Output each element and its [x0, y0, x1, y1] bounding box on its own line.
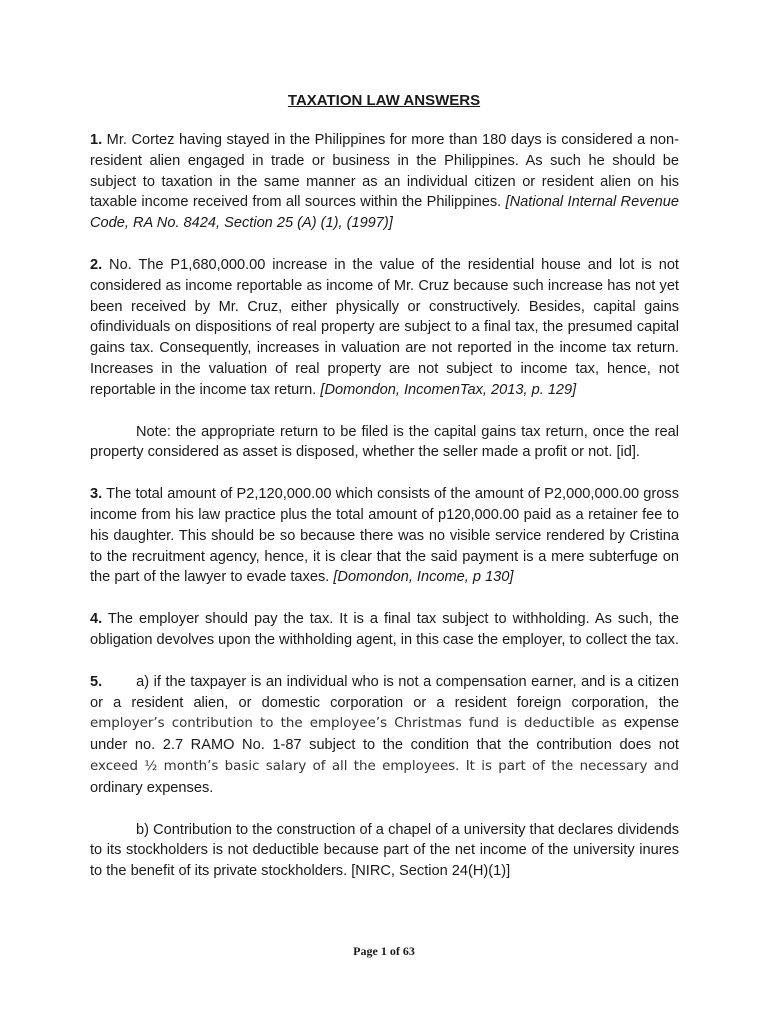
answer-text: Mr. Cortez having stayed in the Philippines for more than 180 days is considered a non-resident alien engaged in trade or business in the Philippines. As such he should be subject to taxation in the same manner as an individual citizen or resident alien on his taxable income received from all sources within the Philippines. [90, 132, 679, 211]
answer-text-alt: exceed ½ month’s basic salary of all the employees. It is part of the necessary and [90, 758, 679, 774]
answer-text: expense under no. 2.7 RAMO No. 1-87 subject to the condition that the contribution does not [90, 715, 679, 754]
answer-text: The total amount of P2,120,000.00 which consists of the amount of P2,000,000.00 gross income from his law practice plus the total amount of p120,000.00 paid as a retainer fee to his daughter. This should be so because there was no visible service rendered by Cristina to the recruitment agency, hence, it is clear that the said payment is a mere subterfuge on the part of the lawyer to evade taxes. [90, 486, 679, 586]
answer-number: 2. [90, 256, 103, 273]
answer-text-alt: employer’s contribution to the employee’s Christmas fund is deductible as [90, 716, 617, 732]
page-title: TAXATION LAW ANSWERS [287, 92, 481, 109]
page-footer [0, 944, 768, 959]
answer-4 [90, 609, 679, 651]
citation: [Domondon, Income, p 130] [333, 569, 514, 586]
answer-number: 3. [90, 486, 103, 503]
page-total: 63 [402, 944, 415, 958]
page-label: Page [353, 944, 381, 958]
answer-1 [90, 130, 679, 234]
page-number: 1 [380, 944, 387, 958]
answer-3 [90, 484, 679, 588]
answer-text: The employer should pay the tax. It is a final tax subject to withholding. As such, the obligation devolves upon the withholding agent, in this case the employer, to collect the tax. [90, 611, 679, 648]
answer-number: 5. [90, 673, 103, 690]
answer-number: 1. [90, 132, 103, 148]
document-body [90, 130, 679, 903]
answer-number: 4. [90, 611, 103, 628]
answer-5b: b) Contribution to the construction of a chapel of a university that declares dividends to its stockholders is not deductible because part of the net income of the university inures to the benefit of its private stockholders. [NIRC, Section 24(H)(1)] [90, 821, 679, 880]
page-of: of [386, 944, 403, 958]
answer-2 [90, 255, 679, 401]
answer-text: No. The P1,680,000.00 increase in the value of the residential house and lot is not considered as income reportable as income of Mr. Cruz because such increase has not yet been received by Mr. Cruz, either physically or constructively. Besides, capital gains ofindividuals on dispositions of real property are subject to a final tax, the presumed capital gains tax. Consequently, increases in valuation are not reported in the income tax return. Increases in the valuation of real property are not subject to income tax, hence, not reportable in the income tax return. [90, 256, 679, 398]
citation: [Domondon, IncomenTax, 2013, p. 129] [320, 381, 577, 398]
answer-text: a) if the taxpayer is an individual who is not a compensation earner, and is a citizen or a resident alien, or domestic corporation or a resident foreign corporation, the [90, 673, 679, 711]
answer-5a [90, 672, 679, 799]
answer-2-note: Note: the appropriate return to be filed is the capital gains tax return, once the real property considered as asset is disposed, whether the seller made a profit or not. [id]. [90, 423, 679, 461]
answer-text: ordinary expenses. [90, 779, 214, 796]
citation: [National Internal Revenue Code, RA No. 8424, Section 25 (A) (1), (1997)] [90, 194, 679, 232]
